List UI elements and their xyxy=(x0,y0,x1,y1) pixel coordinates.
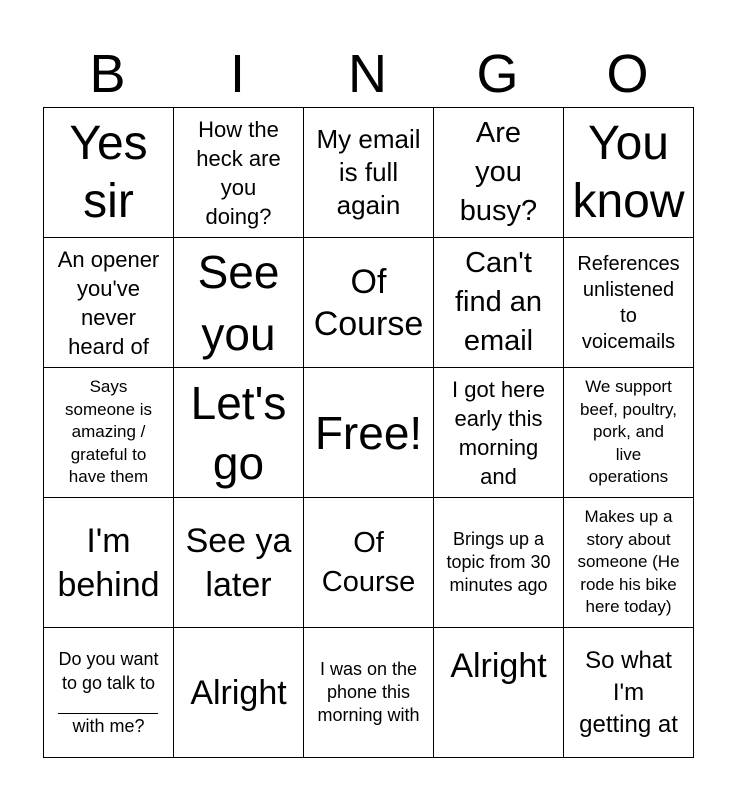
bingo-cell-r1c2[interactable] xyxy=(304,238,434,368)
bingo-cell-r4c3[interactable] xyxy=(434,628,564,758)
bingo-cell-r0c2[interactable] xyxy=(304,108,434,238)
cell-text: How the heck are you doing? xyxy=(196,116,281,229)
cell-text: Says someone is amazing / grateful to have them xyxy=(65,377,152,487)
cell-text: Do you want to go talk to with me? xyxy=(58,649,159,736)
bingo-cell-r2c0[interactable] xyxy=(44,368,174,498)
cell-text: See ya later xyxy=(185,521,292,604)
bingo-cell-r4c4[interactable] xyxy=(564,628,694,758)
cell-text: Are you busy? xyxy=(459,117,538,227)
bingo-cell-r4c2[interactable] xyxy=(304,628,434,758)
bingo-header xyxy=(43,40,693,108)
bingo-cell-r1c3[interactable] xyxy=(434,238,564,368)
bingo-cell-r2c2[interactable] xyxy=(304,368,434,498)
cell-text: See you xyxy=(197,245,280,360)
cell-text: I got here early this morning and xyxy=(452,376,545,489)
cell-text: Of Course xyxy=(321,526,416,598)
bingo-cell-r4c1[interactable] xyxy=(174,628,304,758)
header-letter-b: B xyxy=(89,44,127,104)
bingo-cell-r3c0[interactable] xyxy=(44,498,174,628)
bingo-cell-r3c3[interactable] xyxy=(434,498,564,628)
cell-text: I was on the phone this morning with xyxy=(317,659,420,725)
cell-text: Let's go xyxy=(190,376,287,489)
cell-text: Alright xyxy=(450,647,547,685)
cell-text: Alright xyxy=(190,673,287,712)
header-letter-g: G xyxy=(476,44,520,104)
bingo-cell-r2c4[interactable] xyxy=(564,368,694,498)
cell-text: So what I'm getting at xyxy=(579,646,678,738)
cell-text: Free! xyxy=(314,406,423,459)
bingo-cell-r4c0[interactable] xyxy=(44,628,174,758)
cell-text: I'm behind xyxy=(57,521,160,604)
bingo-cell-r0c1[interactable] xyxy=(174,108,304,238)
cell-text: Makes up a story about someone (He rode his bike here today) xyxy=(577,507,680,617)
cell-text: Of Course xyxy=(313,262,424,343)
bingo-cell-r3c1[interactable] xyxy=(174,498,304,628)
cell-text: References unlistened to voicemails xyxy=(577,252,680,353)
bingo-card-grid xyxy=(43,107,694,758)
bingo-cell-r2c3[interactable] xyxy=(434,368,564,498)
bingo-cell-r1c4[interactable] xyxy=(564,238,694,368)
bingo-cell-r0c0[interactable] xyxy=(44,108,174,238)
header-letter-n: N xyxy=(348,44,388,104)
cell-text: An opener you've never heard of xyxy=(57,246,160,359)
bingo-cell-r0c3[interactable] xyxy=(434,108,564,238)
cell-text: Can't find an email xyxy=(454,247,543,357)
bingo-cell-r0c4[interactable] xyxy=(564,108,694,238)
bingo-cell-r2c1[interactable] xyxy=(174,368,304,498)
header-letter-o: O xyxy=(606,44,650,104)
header-letter-i: I xyxy=(229,44,246,104)
cell-text: Yes sir xyxy=(69,116,148,228)
cell-text: My email is full again xyxy=(316,124,421,220)
bingo-cell-r1c1[interactable] xyxy=(174,238,304,368)
cell-text: Brings up a topic from 30 minutes ago xyxy=(446,529,551,595)
bingo-cell-r1c0[interactable] xyxy=(44,238,174,368)
cell-text: You know xyxy=(572,116,685,228)
bingo-cell-r3c2[interactable] xyxy=(304,498,434,628)
blank-fill-line xyxy=(58,695,158,714)
cell-text: We support beef, poultry, pork, and live operations xyxy=(579,377,678,487)
bingo-cell-r3c4[interactable] xyxy=(564,498,694,628)
